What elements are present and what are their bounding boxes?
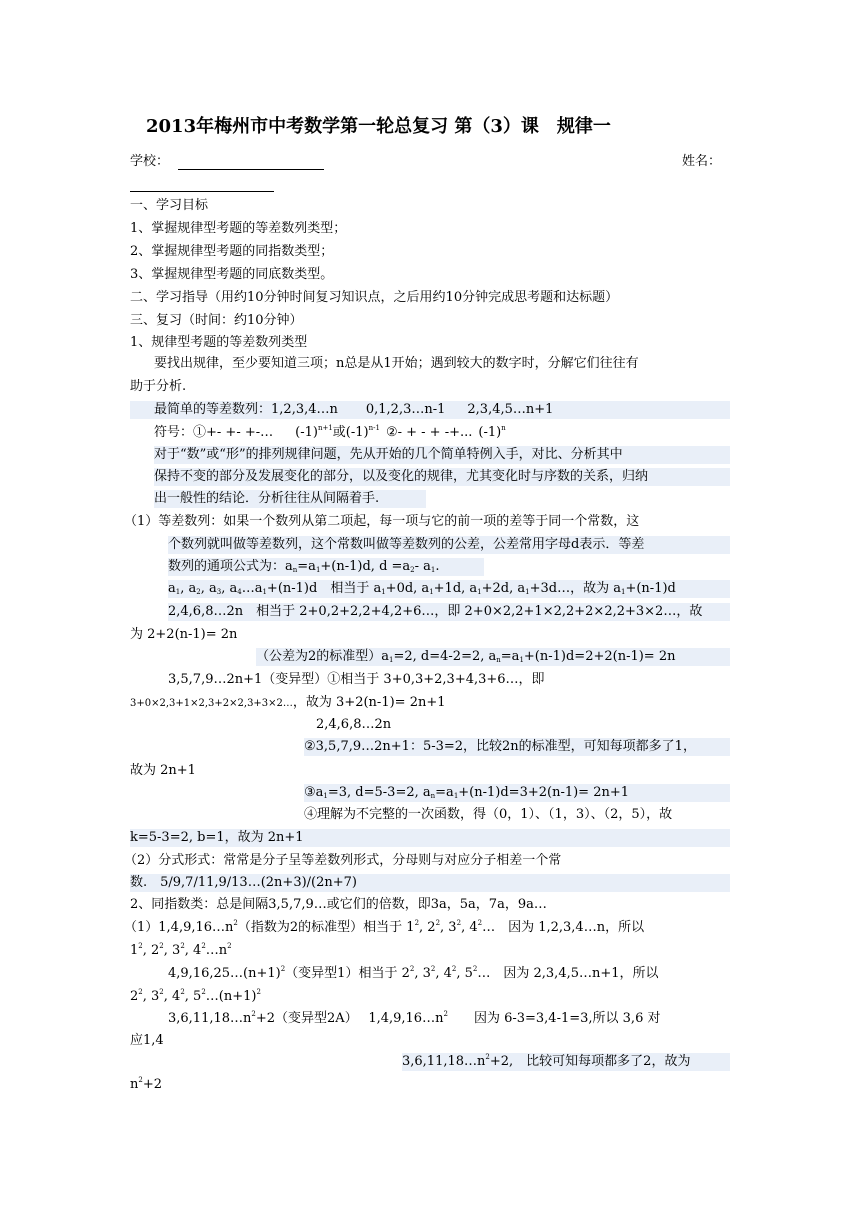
paragraph-line: 3,5,7,9…2n+1（变异型）①相当于 3+0,3+2,3+4,3+6…，即 — [168, 672, 545, 687]
paragraph-line: 助于分析. — [130, 379, 187, 394]
paragraph-line: 2,4,6,8…2n 相当于 2+0,2+2,2+4,2+6…，即 2+0×2,2+1×2,2+2×2,2+3×2…，故 — [168, 603, 730, 621]
paragraph-line: 个数列就叫做等差数列，这个常数叫做等差数列的公差，公差常用字母d表示．等差 — [168, 536, 730, 554]
goal-2: 2、掌握规律型考题的同指数类型； — [130, 244, 334, 259]
paragraph-line: 要找出规律，至少要知道三项；n总是从1开始；遇到较大的数字时，分解它们往往有 — [154, 356, 639, 371]
school-underline — [178, 169, 324, 170]
paragraph-line: 应1,4 — [130, 1033, 164, 1048]
subsection-same-exponent: 2、同指数类：总是间隔3,5,7,9…或它们的倍数，即3a，5a，7a，9a… — [130, 897, 547, 912]
formula-line: （公差为2的标准型）$a_1=2$, d=4-2=2, $a_n=a_1+(n-1)d=2+2(n-1)= 2n$ — [256, 648, 730, 666]
section-heading-review: 三、复习（时间：约10分钟） — [130, 313, 303, 328]
paragraph-line: （2）分式形式：常常是分子呈等差数列形式，分母则与对应分子相差一个常 — [124, 853, 562, 868]
paragraph-line: 数. 5/9,7/11,9/13…(2n+3)/(2n+7) — [130, 874, 730, 892]
paragraph-line: 出一般性的结论．分析往往从间隔着手. — [154, 490, 426, 508]
section-heading-guide: 二、学习指导（用约10分钟时间复习知识点，之后用约10分钟完成思考题和达标题） — [130, 290, 619, 305]
paragraph-line: 为 2+2(n-1)= 2n — [130, 627, 238, 642]
paragraph-line: 保持不变的部分及发展变化的部分，以及变化的规律，尤其变化时与序数的关系，归纳 — [154, 468, 730, 486]
formula-line: $4,9,16,25\dots(n+1)^2$（变异型1）相当于 $2^2$, $3^2$, $4^2$, $5^2\dots$ 因为 2,3,4,5…n+1，所以 — [168, 965, 659, 981]
page-title: 2013年梅州市中考数学第一轮总复习 第（3）课 规律一 — [146, 116, 611, 137]
subsection-arithmetic: 1、规律型考题的等差数列类型 — [130, 335, 308, 350]
formula-general-term: 数列的通项公式为：$a_n=a_1+(n-1)d$, $d =a_2-$ $a_1$. — [168, 558, 484, 576]
goal-1: 1、掌握规律型考题的等差数列类型； — [130, 221, 347, 236]
name-underline — [130, 191, 274, 192]
formula-line: $(1)1,4,9,16\dots n^2$（指数为2的标准型）相当于 $1^2$, $2^2$, $3^2$, $4^2\dots$ 因为 1,2,3,4…n，所以 — [124, 919, 645, 935]
paragraph-line: ④理解为不完整的一次函数，得（0，1）、（1，3）、（2，5），故 — [304, 807, 673, 822]
paragraph-line: k=5-3=2, b=1，故为 2n+1 — [130, 829, 730, 847]
formula-line: $2^2$, $3^2$, $4^2$, $5^2\dots(n+1)^2$ — [130, 988, 261, 1004]
paragraph-line: 3+0×2,3+1×2,3+2×2,3+3×2…，故为 3+2(n-1)= 2n+1 — [130, 695, 446, 710]
paragraph-line: ②3,5,7,9…2n+1：5-3=2，比较2n的标准型，可知每项都多了1， — [304, 738, 730, 756]
simple-sequences-line: 最简单的等差数列：1,2,3,4…n 0,1,2,3…n-1 2,3,4,5…n+1 — [130, 401, 730, 419]
formula-line: $1^2$, $2^2$, $3^2$, $4^2\dots n^2$ — [130, 942, 232, 958]
name-label: 姓名： — [682, 154, 722, 169]
formula-line: $3,6,11,18\dots n^2+2$（变异型2A） $1,4,9,16\dots n^2$ 因为 6-3=3,4-1=3,所以 3,6 对 — [168, 1010, 661, 1026]
school-label: 学校： — [130, 154, 170, 169]
goal-3: 3、掌握规律型考题的同底数类型。 — [130, 267, 334, 282]
formula-line: $3,6,11,18\dots n^2+2$, 比较可知每项都多了2，故为 — [402, 1053, 730, 1071]
formula-line: $a_1$, $a_2$, $a_3$, $a_4\dots a_1+(n-1)d$ 相当于 $a_1+0d$, $a_1+1d$, $a_1+2d$, $a_1+3d\dots$，故为 $a_1+(n-1)d$ — [168, 580, 730, 598]
paragraph-line: 2,4,6,8…2n — [316, 717, 392, 732]
formula-line: $③a_1=3$, d=5-3=2, $a_n=a_1+(n-1)d=3+2(n-1)= 2n+1$ — [304, 784, 730, 802]
paragraph-line: 故为 2n+1 — [130, 763, 196, 778]
paragraph-line: 对于“数”或“形”的排列规律问题，先从开始的几个简单特例入手，对比、分析其中 — [154, 446, 730, 464]
formula-line: $n^2+2$ — [130, 1076, 163, 1092]
section-heading-goals: 一、学习目标 — [130, 198, 209, 213]
paragraph-line: （1）等差数列：如果一个数列从第二项起，每一项与它的前一项的差等于同一个常数，这 — [124, 514, 640, 529]
sign-line: 符号：①+- +- +-… $(-1)^{n+1}$或$(-1)^{n-1}$ ②- + - + -+... $(-1)^n$ — [154, 424, 506, 440]
